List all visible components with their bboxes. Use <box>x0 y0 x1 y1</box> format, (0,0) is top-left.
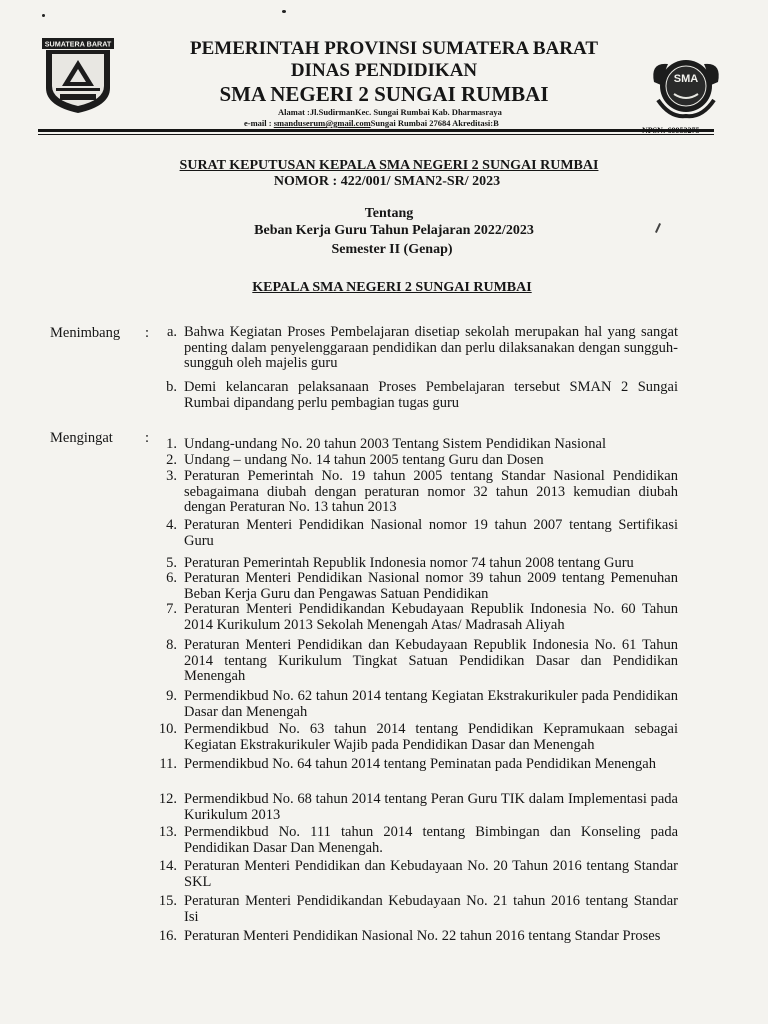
item-number: 16. <box>158 928 177 944</box>
decree-number: NOMOR : 422/001/ SMAN2-SR/ 2023 <box>273 174 501 189</box>
item-number: 14. <box>158 858 177 874</box>
item-text: Peraturan Pemerintah Republik Indonesia nomor 74 tahun 2008 tentang Guru <box>184 555 634 571</box>
letterhead-department: DINAS PENDIDIKAN <box>290 60 478 81</box>
emblem-banner-text: SUMATERA BARAT <box>44 39 112 49</box>
item-text: Permendikbud No. 111 tahun 2014 tentang Bimbingan dan Konseling pada Pendidikan Dasar Dan Menengah. <box>184 824 678 856</box>
mengingat-label: Mengingat <box>50 430 113 446</box>
menimbang-label: Menimbang <box>50 325 121 341</box>
item-number: 12. <box>158 791 177 807</box>
item-text: Permendikbud No. 63 tahun 2014 tentang Pendidikan Kepramukaan sebagai Kegiatan Ekstrakurikuler Wajib pada Pendidikan Dasar dan Menengah <box>184 721 678 753</box>
mengingat-item <box>150 518 678 549</box>
mengingat-item <box>150 437 678 453</box>
email-link[interactable]: smanduserum@gmail.com <box>273 118 371 128</box>
item-number: 15. <box>158 893 177 909</box>
mengingat-item <box>150 453 678 469</box>
item-text: Peraturan Menteri Pendidikan Nasional nomor 39 tahun 2009 tentang Pemenuhan Beban Kerja Guru dan Pengawas Satuan Pendidikan <box>184 570 678 602</box>
mengingat-item <box>150 571 678 602</box>
mengingat-item <box>150 825 678 856</box>
issuer-heading: KEPALA SMA NEGERI 2 SUNGAI RUMBAI <box>252 280 532 295</box>
item-number: 2. <box>166 452 177 468</box>
item-number: 6. <box>166 570 177 586</box>
tentang-label: Tentang <box>364 206 414 221</box>
item-number: 13. <box>158 824 177 840</box>
letterhead-address: Alamat :Jl.SudirmanKec. Sungai Rumbai Kab. Dharmasraya <box>278 107 502 117</box>
letterhead-contact <box>244 118 499 128</box>
letterhead-government: PEMERINTAH PROVINSI SUMATERA BARAT <box>189 38 598 59</box>
item-number: 5. <box>166 555 177 571</box>
mengingat-item <box>150 859 678 890</box>
item-text: Peraturan Menteri Pendidikandan Kebudayaan Republik Indonesia No. 60 Tahun 2014 Kurikulum 2013 Sekolah Menengah Atas/ Madrasah Aliyah <box>184 601 678 633</box>
menimbang-colon: : <box>145 325 150 341</box>
item-text: Peraturan Pemerintah No. 19 tahun 2005 tentang Standar Nasional Pendidikan sebagaimana diubah dengan peraturan nomor 32 tahun 2013 kemudian diubah dengan Peraturan No. 13 tahun 2013 <box>184 468 678 515</box>
decree-semester: Semester II (Genap) <box>331 242 453 257</box>
mengingat-item <box>150 689 678 720</box>
item-number: 11. <box>159 756 177 772</box>
item-text: Peraturan Menteri Pendidikan Nasional nomor 19 tahun 2007 tentang Sertifikasi Guru <box>184 517 678 549</box>
item-text: Demi kelancaran pelaksanaan Proses Pembelajaran tersebut SMAN 2 Sungai Rumbai dipandang perlu pembagian tugas guru <box>184 379 678 411</box>
menimbang-item <box>150 325 678 372</box>
scan-speck <box>282 10 286 13</box>
sma-emblem-icon <box>648 52 724 124</box>
mengingat-item <box>150 757 678 773</box>
item-number: 10. <box>158 721 177 737</box>
decree-title: SURAT KEPUTUSAN KEPALA SMA NEGERI 2 SUNGAI RUMBAI <box>179 158 599 173</box>
mengingat-item <box>150 602 678 633</box>
item-text: Undang – undang No. 14 tahun 2005 tentang Guru dan Dosen <box>184 452 544 468</box>
item-number: 1. <box>166 436 177 452</box>
item-text: Peraturan Menteri Pendidikan dan Kebudayaan Republik Indonesia No. 61 Tahun 2014 tentang Kurikulum Tingkat Satuan Pendidikan Dasar dan Pendidikan Menengah <box>184 637 678 684</box>
item-text: Peraturan Menteri Pendidikan Nasional No. 22 tahun 2016 tentang Standar Proses <box>184 928 661 944</box>
item-text: Peraturan Menteri Pendidikan dan Kebudayaan No. 20 Tahun 2016 tentang Standar SKL <box>184 858 678 890</box>
item-text: Permendikbud No. 64 tahun 2014 tentang Peminatan pada Pendidikan Menengah <box>184 756 656 772</box>
item-number: 3. <box>166 468 177 484</box>
emblem-sma-text: SMA <box>673 73 699 85</box>
letterhead-divider-thick <box>38 129 714 132</box>
contact-suffix: Sungai Rumbai 27684 Akreditasi:B <box>370 118 499 128</box>
email-prefix: e-mail : <box>244 118 274 128</box>
scan-speck <box>42 14 45 17</box>
item-text: Undang-undang No. 20 tahun 2003 Tentang Sistem Pendidikan Nasional <box>184 436 606 452</box>
item-number: 8. <box>166 637 177 653</box>
mengingat-item <box>150 469 678 516</box>
item-number: 9. <box>166 688 177 704</box>
mengingat-item <box>150 894 678 925</box>
decree-subject: Beban Kerja Guru Tahun Pelajaran 2022/2023 <box>254 223 534 238</box>
item-text: Bahwa Kegiatan Proses Pembelajaran disetiap sekolah merupakan hal yang sangat penting dalam penyelenggaraan pendidikan dan perlu dilaksanakan dengan sungguh-sungguh oleh majelis guru <box>184 324 678 371</box>
mengingat-item <box>150 638 678 685</box>
letterhead-school-name: SMA NEGERI 2 SUNGAI RUMBAI <box>219 82 549 106</box>
mengingat-item <box>150 929 678 945</box>
item-text: Permendikbud No. 62 tahun 2014 tentang Kegiatan Ekstrakurikuler pada Pendidikan Dasar dan Menengah <box>184 688 678 720</box>
item-number: b. <box>166 379 177 395</box>
item-number: 7. <box>166 601 177 617</box>
item-number: 4. <box>166 517 177 533</box>
item-text: Permendikbud No. 68 tahun 2014 tentang Peran Guru TIK dalam Implementasi pada Kurikulum 2013 <box>184 791 678 823</box>
mengingat-item <box>150 792 678 823</box>
mengingat-colon: : <box>145 430 150 446</box>
item-number: a. <box>166 324 177 340</box>
letterhead-divider-thin <box>38 134 714 135</box>
item-text: Peraturan Menteri Pendidikandan Kebudayaan No. 21 tahun 2016 tentang Standar Isi <box>184 893 678 925</box>
menimbang-item <box>150 380 678 411</box>
mengingat-item <box>150 722 678 753</box>
